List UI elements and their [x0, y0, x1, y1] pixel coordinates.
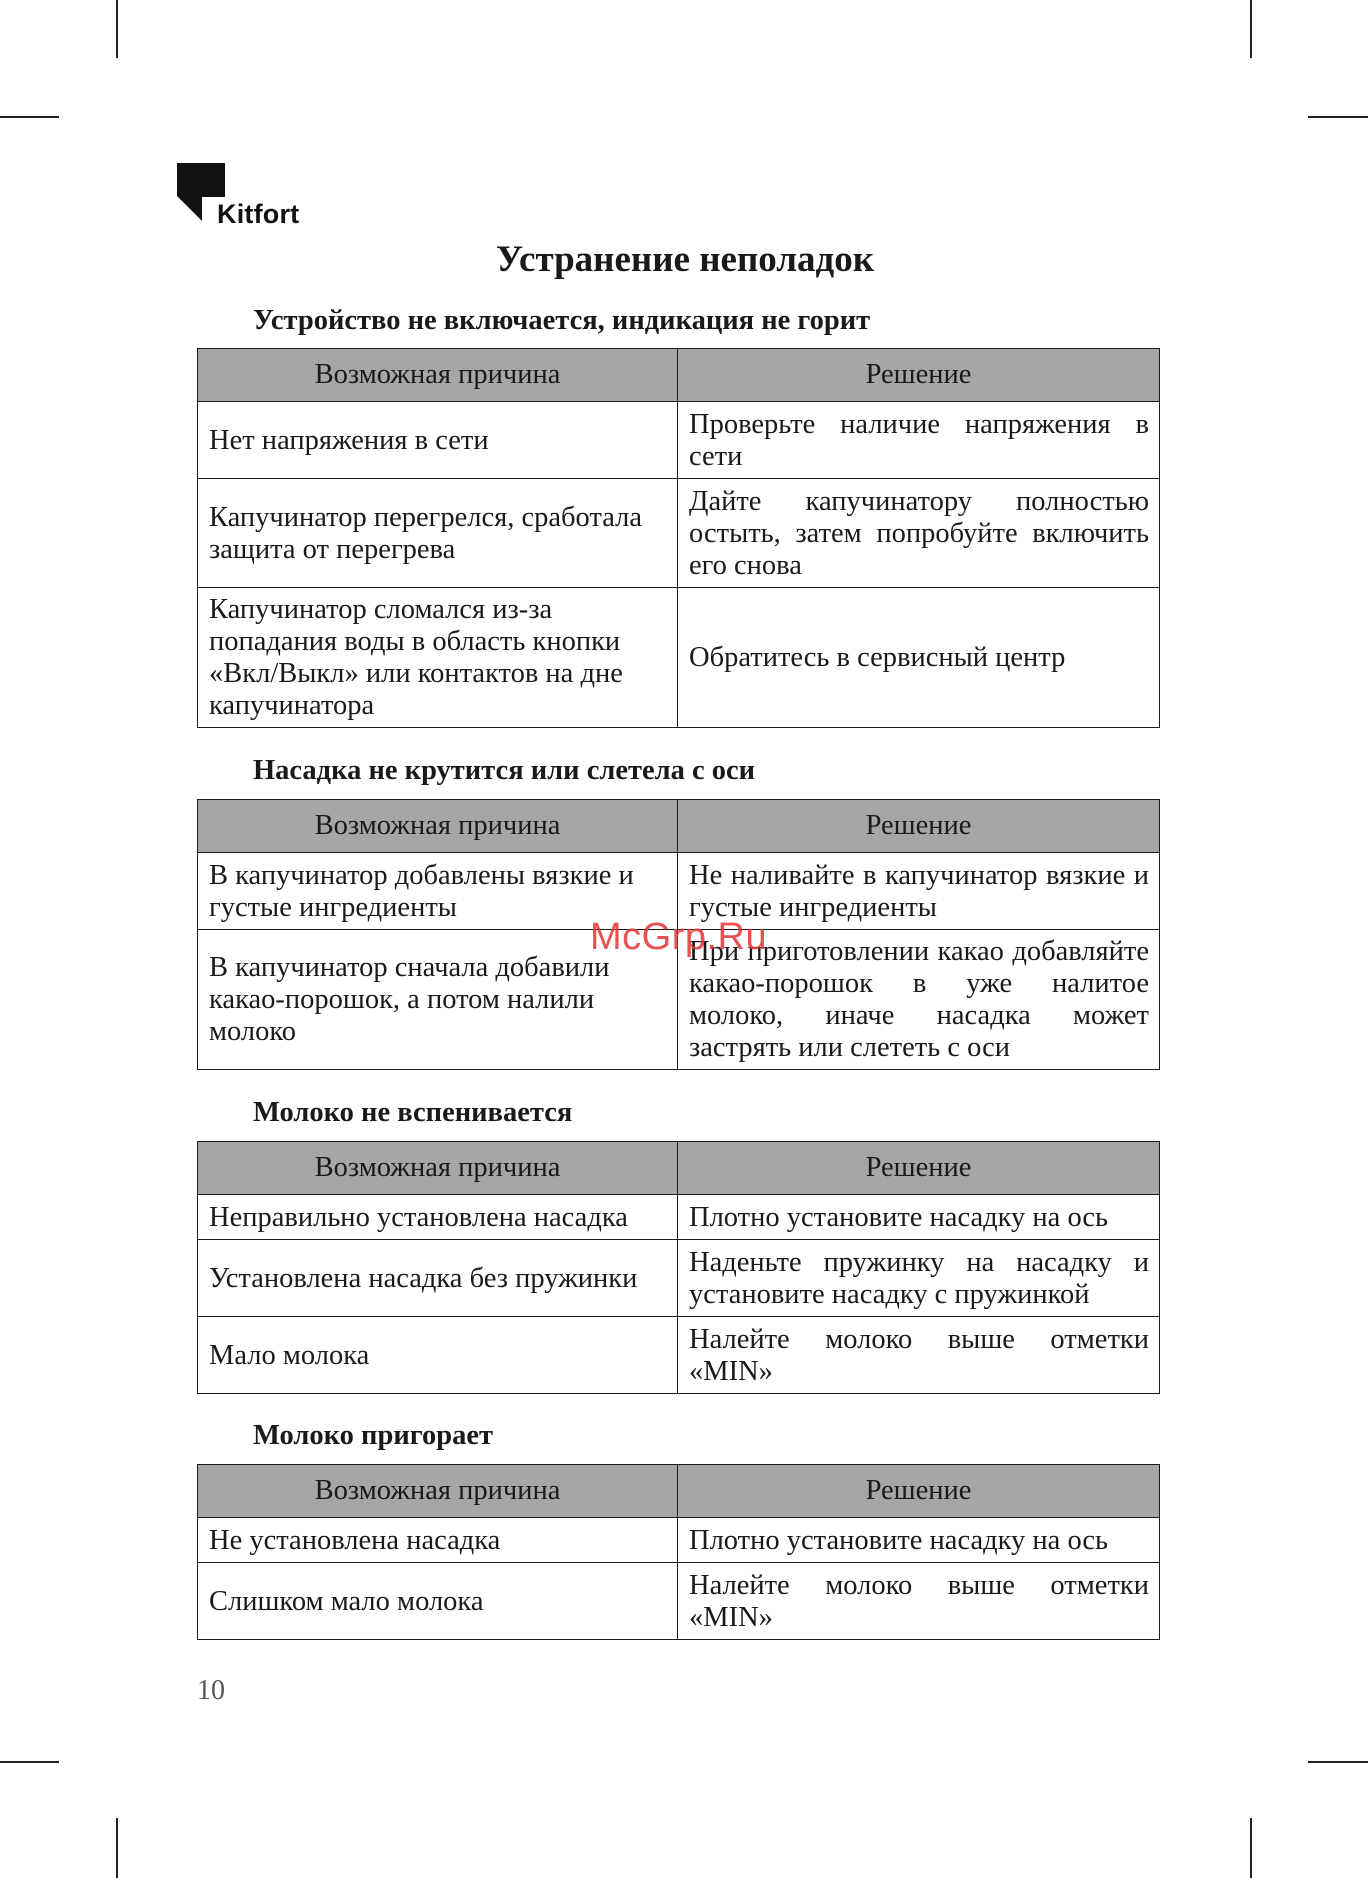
section-heading: Насадка не крутится или слетела с оси [253, 755, 756, 786]
crop-mark [1308, 116, 1368, 118]
crop-mark [0, 116, 59, 118]
table-header-row [198, 349, 1160, 402]
cause-cell: Нет напряжения в сети [198, 402, 678, 479]
troubleshooting-table [197, 1141, 1160, 1394]
table-header-row [198, 800, 1160, 853]
cause-cell: Капучинатор перегрелся, сработала защита от перегрева [198, 479, 678, 588]
header-cause: Возможная причина [198, 800, 678, 853]
table-header-row [198, 1465, 1160, 1518]
solution-cell: Наденьте пружинку на насадку и установите насадку с пружинкой [678, 1240, 1160, 1317]
crop-mark [0, 1761, 59, 1763]
cause-cell: Мало молока [198, 1317, 678, 1394]
crop-mark [116, 0, 118, 58]
cause-cell: Капучинатор сломался из-за попадания воды в область кнопки «Вкл/Выкл» или контактов на дне капучинатора [198, 588, 678, 728]
cause-cell: В капучинатор сначала добавили какао-порошок, а потом налили молоко [198, 930, 678, 1070]
page-number: 10 [197, 1675, 225, 1706]
page-title: Устранение неполадок [495, 239, 875, 280]
header-cause: Возможная причина [198, 1142, 678, 1195]
solution-cell: Налейте молоко выше отметки «MIN» [678, 1317, 1160, 1394]
header-solution: Решение [678, 349, 1160, 402]
troubleshooting-table [197, 1464, 1160, 1640]
solution-cell: Не наливайте в капучинатор вязкие и густые ингредиенты [678, 853, 1160, 930]
troubleshooting-table [197, 348, 1160, 728]
watermark: McGrp.Ru [590, 916, 768, 958]
table-row [198, 479, 1160, 588]
cause-cell: Неправильно установлена насадка [198, 1195, 678, 1240]
table-row [198, 1518, 1160, 1563]
solution-cell: Обратитесь в сервисный центр [678, 588, 1160, 728]
header-solution: Решение [678, 800, 1160, 853]
cause-cell: Слишком мало молока [198, 1563, 678, 1640]
table-row [198, 1317, 1160, 1394]
solution-cell: Дайте капучинатору полностью остыть, затем попробуйте включить его снова [678, 479, 1160, 588]
table-header-row [198, 1142, 1160, 1195]
table-row [198, 588, 1160, 728]
section-heading: Устройство не включается, индикация не горит [253, 305, 871, 336]
header-cause: Возможная причина [198, 1465, 678, 1518]
cause-cell: В капучинатор добавлены вязкие и густые ингредиенты [198, 853, 678, 930]
section-heading: Молоко пригорает [253, 1420, 493, 1451]
brand-name: Kitfort [217, 199, 300, 229]
solution-cell: Налейте молоко выше отметки «MIN» [678, 1563, 1160, 1640]
crop-mark [1250, 1818, 1252, 1878]
cause-cell: Не установлена насадка [198, 1518, 678, 1563]
solution-cell: При приготовлении какао добавляйте какао-порошок в уже налитое молоко, иначе насадка может застрять или слететь с оси [678, 930, 1160, 1070]
header-cause: Возможная причина [198, 349, 678, 402]
table-row [198, 1240, 1160, 1317]
solution-cell: Проверьте наличие напряжения в сети [678, 402, 1160, 479]
table-row [198, 1195, 1160, 1240]
solution-cell: Плотно установите насадку на ось [678, 1195, 1160, 1240]
table-row [198, 402, 1160, 479]
section-heading: Молоко не вспенивается [253, 1097, 573, 1128]
crop-mark [1308, 1761, 1368, 1763]
cause-cell: Установлена насадка без пружинки [198, 1240, 678, 1317]
brand-logo [177, 163, 317, 235]
crop-mark [116, 1818, 118, 1878]
header-solution: Решение [678, 1465, 1160, 1518]
crop-mark [1250, 0, 1252, 58]
header-solution: Решение [678, 1142, 1160, 1195]
table-row [198, 1563, 1160, 1640]
solution-cell: Плотно установите насадку на ось [678, 1518, 1160, 1563]
